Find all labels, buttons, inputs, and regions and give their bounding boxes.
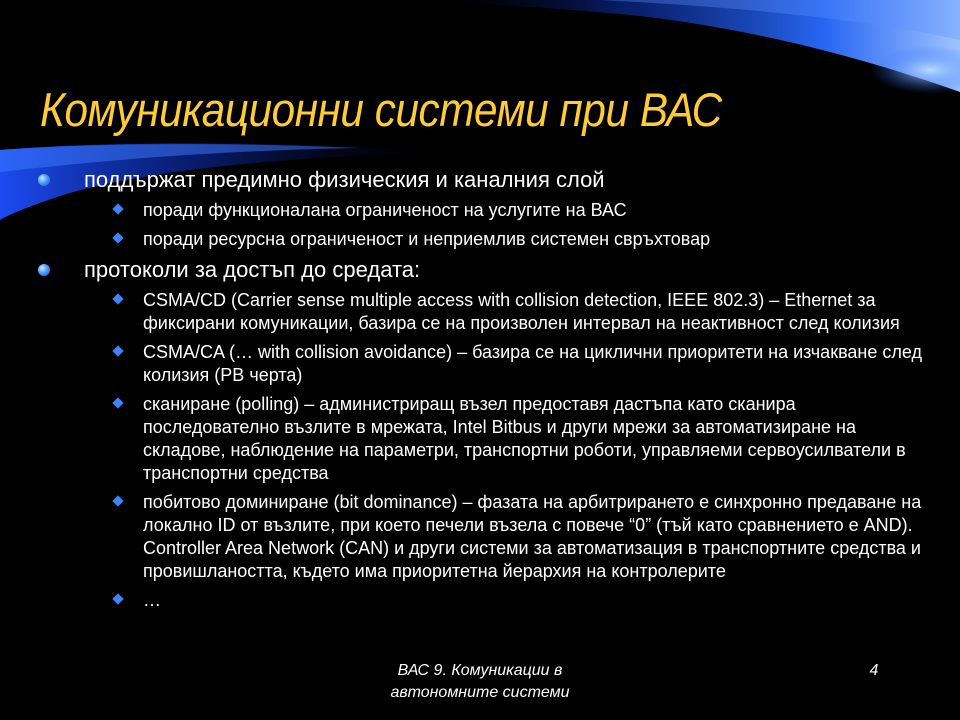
diamond-bullet-icon: [112, 232, 123, 243]
bullet-text: поддържат предимно физическия и каналния слой: [84, 167, 605, 192]
slide-footer: ВАС 9. Комуникации в автономните системи: [390, 662, 570, 701]
page-number: 4: [869, 662, 879, 679]
slide-content: [0, 167, 960, 618]
sub-bullet-text: побитово доминиране (bit dominance) – фазата на арбитрирането е синхронно предаване на локално ID от възлите, при което печели възела с повече “0” (тъй като сравнението е AND). Controller Area Network (CAN) и други системи за автоматизация в транспортните средства и провишлаността, където има приоритетна йерархия на контролерите: [143, 492, 922, 581]
bullet-dot-icon: [38, 264, 50, 276]
sub-bullet-text: …: [143, 590, 161, 610]
diamond-bullet-icon: [112, 203, 123, 214]
diamond-bullet-icon: [112, 495, 123, 506]
sub-bullet-text: поради ресурсна ограниченост и неприемлив системен свръхтовар: [143, 229, 711, 249]
sub-bullet-text: CSMA/CA (… with collision avoidance) – базира се на циклични приоритети на изчакване след колизия (PB черта): [143, 342, 923, 385]
diamond-bullet-icon: [112, 345, 123, 356]
bullet-item: [0, 257, 960, 283]
sub-bullet-text: поради функционалана ограниченост на услугите на ВАС: [143, 200, 627, 220]
sub-bullet-text: CSMA/CD (Carrier sense multiple access with collision detection, IEEE 802.3) – Ethernet за фиксирани комуникации, базира се на произволен интервал на неактивност след колизия: [143, 290, 900, 333]
sub-bullet-item: [0, 491, 960, 583]
diamond-bullet-icon: [112, 293, 123, 304]
slide-title: Комуникационни системи при ВАС: [40, 83, 722, 136]
sub-bullet-item: [0, 589, 960, 612]
sub-bullet-item: [0, 199, 960, 222]
sub-bullet-text: сканиране (polling) – администриращ възел предоставя дастъпа като сканира последователно възлите в мрежата, Intel Bitbus и други мрежи за автоматизиране на складове, наблюдение на параметри, транспортни роботи, управляеми сервоусилватели в транспортни средства: [143, 394, 906, 483]
sub-bullet-item: [0, 228, 960, 251]
diamond-bullet-icon: [112, 397, 123, 408]
bullet-dot-icon: [38, 174, 50, 186]
sub-bullet-item: [0, 393, 960, 485]
bullet-item: [0, 167, 960, 193]
diamond-bullet-icon: [112, 593, 123, 604]
sub-bullet-item: [0, 341, 960, 387]
sub-bullet-item: [0, 289, 960, 335]
bullet-text: протоколи за достъп до средата:: [84, 257, 421, 282]
